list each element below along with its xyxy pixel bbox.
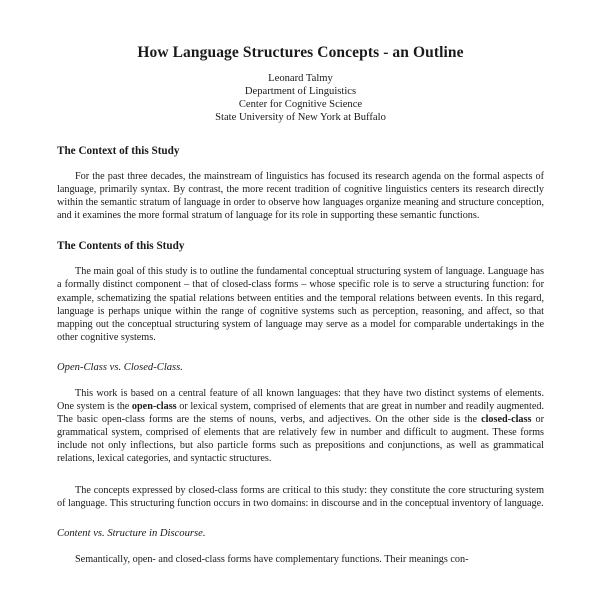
subheading-content-structure: Content vs. Structure in Discourse. bbox=[57, 527, 206, 539]
paragraph-open-closed-class bbox=[57, 387, 544, 466]
affiliation-line: Department of Linguistics bbox=[244, 86, 357, 97]
subheading-open-closed-class: Open-Class vs. Closed-Class. bbox=[57, 361, 183, 373]
section-heading-context: The Context of this Study bbox=[57, 145, 180, 157]
author-name: Leonard Talmy bbox=[268, 73, 333, 84]
author-block bbox=[57, 72, 544, 124]
paragraph-content-structure: Semantically, open- and closed-class forms have complementary functions. Their meanings con- bbox=[75, 553, 469, 565]
text-run: or lexical system, comprised of elements that are great in number and readily augmented. The basic open-class forms are the stems of nouns, verbs, and adjectives. On the other side is the bbox=[57, 401, 545, 426]
text-run: or grammatical system, comprised of elements that are relatively few in number and difficult to augment. These forms include not only inflections, but also particle forms such as prepositions and conjunctions, as well as grammatical relations, lexical categories, and syntactic structures. bbox=[57, 414, 544, 465]
affiliation-line: State University of New York at Buffalo bbox=[215, 112, 386, 123]
paper-title: How Language Structures Concepts - an Outline bbox=[137, 44, 464, 61]
paragraph-closed-class-concepts: The concepts expressed by closed-class forms are critical to this study: they constitute the core structuring system of language. This structuring function occurs in two domains: in discourse and in the conceptual inventory of language. bbox=[57, 484, 544, 509]
term-open-class: open-class bbox=[131, 401, 177, 413]
paragraph-context: For the past three decades, the mainstream of linguistics has focused its research agenda on the formal aspects of language, primarily syntax. By contrast, the more recent tradition of cognitive linguistics centers its research directly within the semantic stratum of language in order to observe how languages organize meaning and structure conception, and it examines the more formal stratum of language for its role in supporting these semantic functions. bbox=[57, 171, 544, 222]
affiliation-line: Center for Cognitive Science bbox=[238, 99, 363, 110]
term-closed-class: closed-class bbox=[481, 414, 532, 426]
text-run: This work is based on a central feature of all known languages: that they have two distinct systems of elements. One system is the bbox=[57, 387, 544, 413]
section-heading-contents: The Contents of this Study bbox=[57, 240, 185, 253]
paragraph-contents: The main goal of this study is to outline the fundamental conceptual structuring system of language. Language has a formally distinct component – that of closed-class forms – whose specific role is to serve a structuring function: for example, schematizing the spatial relations between entities and the temporal relations between events. In this regard, language is perhaps unique within the range of cognitive systems such as perception, reasoning, and affect, so that mapping out the conceptual structuring system of language may serve as a model for comparable undertakings in the other cognitive systems. bbox=[57, 266, 544, 343]
